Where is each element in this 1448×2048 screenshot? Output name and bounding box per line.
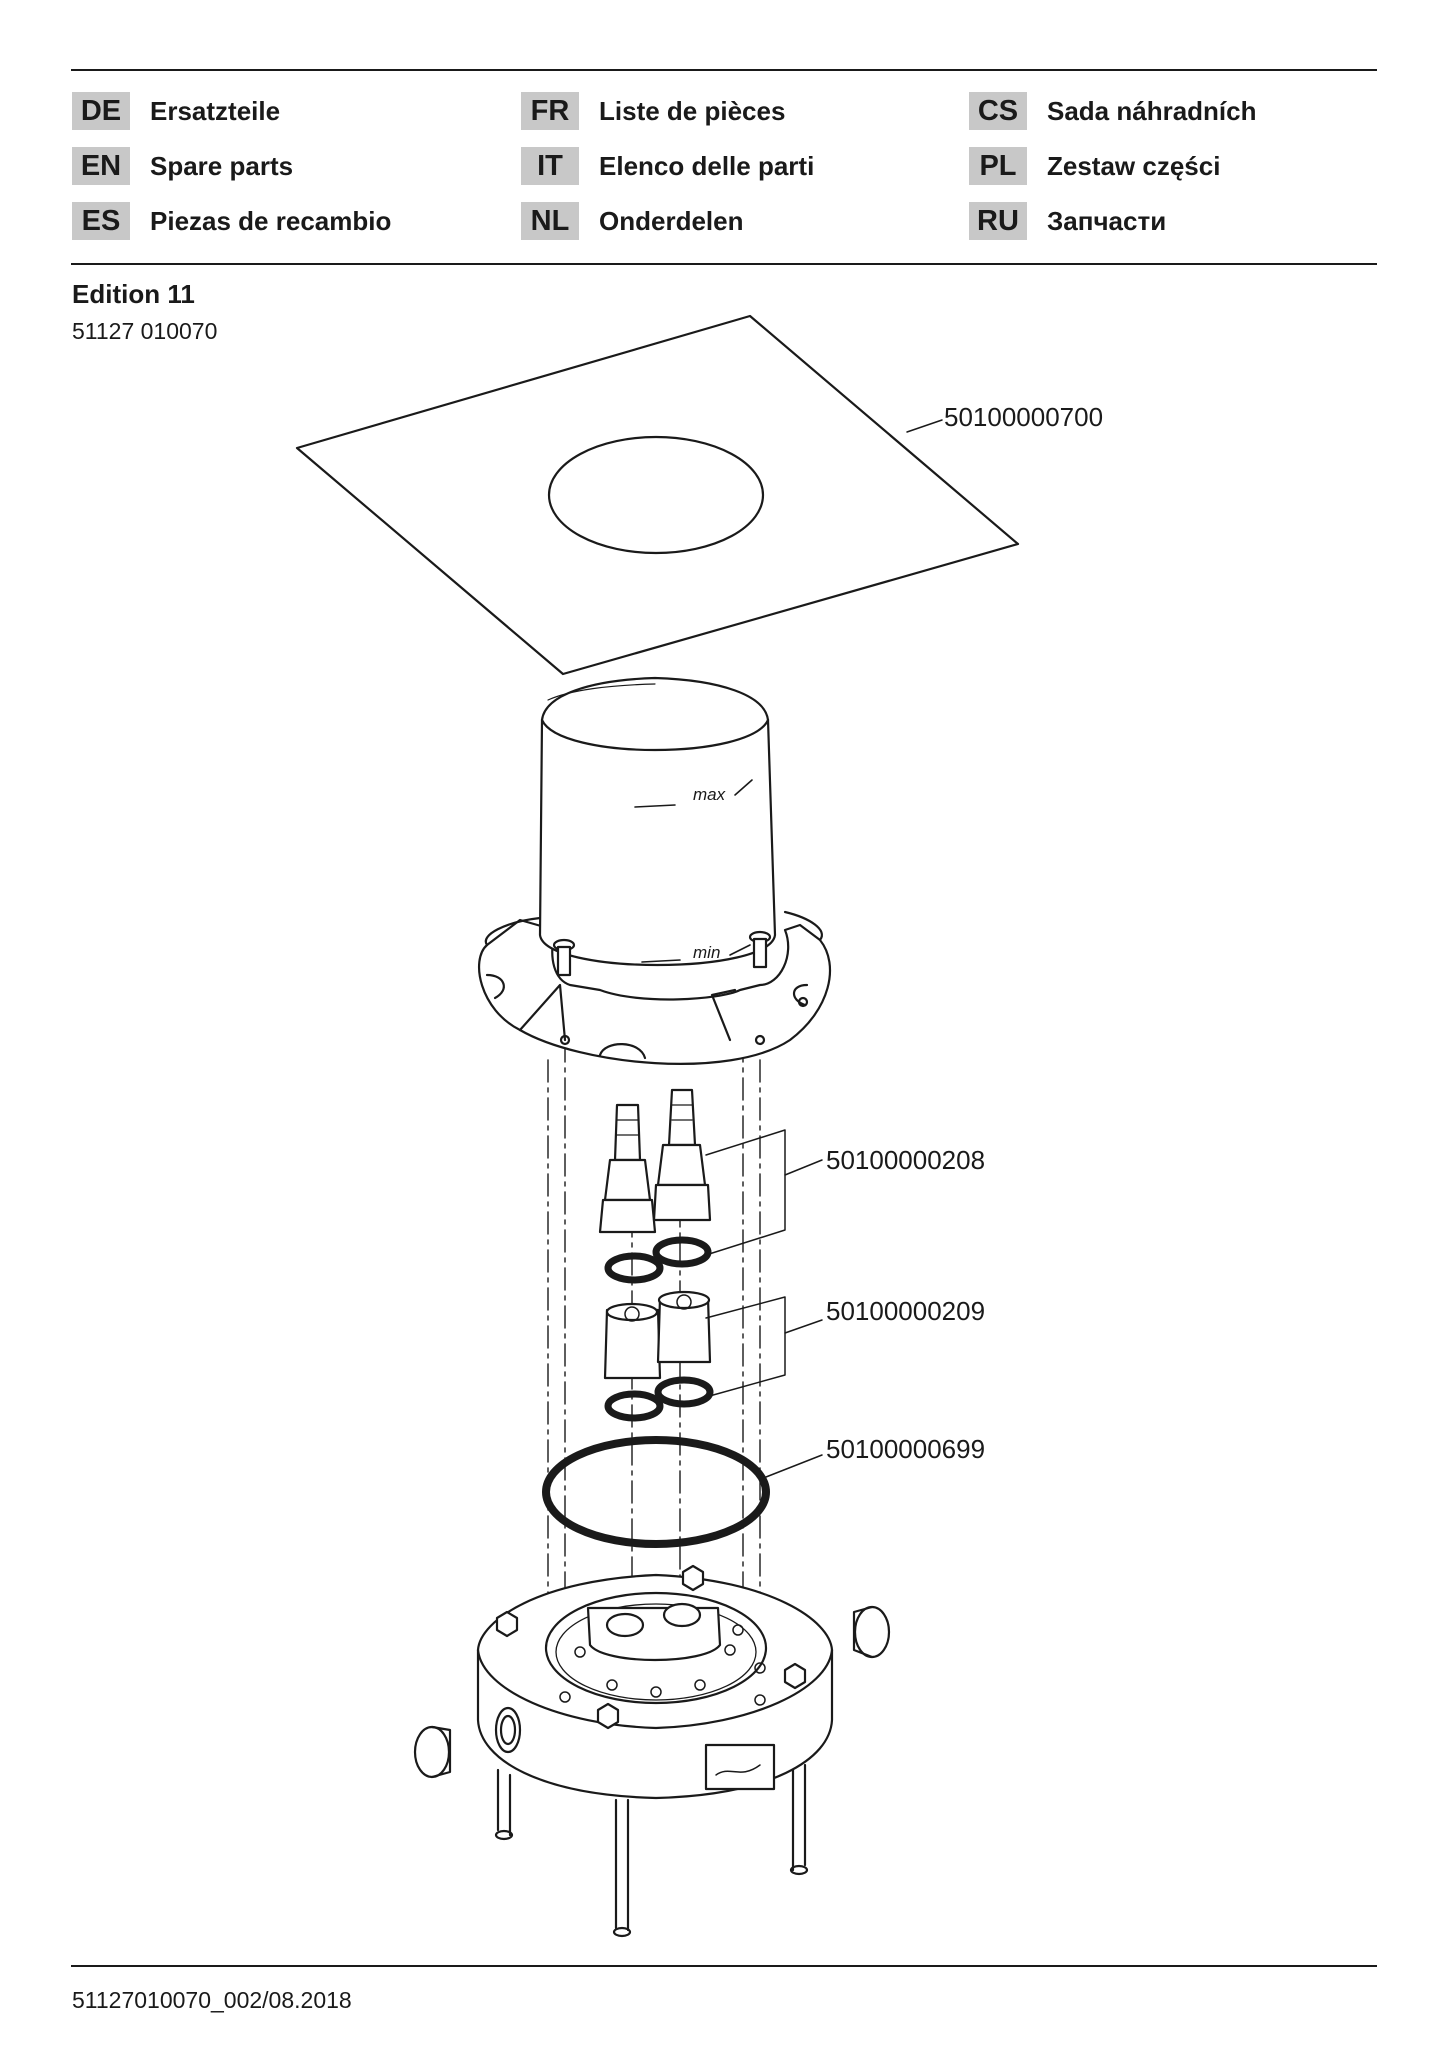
lang-label: Ersatzteile	[150, 95, 281, 126]
reservoir-housing	[479, 678, 830, 1064]
part-number-plugs: 50100000209	[826, 1296, 986, 1326]
part-number-hose-fittings: 50100000208	[826, 1145, 986, 1175]
lang-label: Elenco delle parti	[599, 150, 815, 181]
document-number: 51127 010070	[72, 318, 218, 344]
lang-code: NL	[521, 202, 579, 240]
lang-label: Piezas de recambio	[150, 205, 392, 236]
max-mark-label: max	[693, 785, 726, 804]
lang-label: Liste de pièces	[599, 95, 786, 126]
plug-pair	[605, 1292, 710, 1378]
lang-code: DE	[72, 92, 130, 130]
lang-code: RU	[969, 202, 1027, 240]
template-sheet	[297, 316, 1018, 674]
lang-label: Spare parts	[150, 150, 294, 181]
flange-screw	[554, 940, 574, 975]
lang-label: Запчасти	[1047, 205, 1167, 236]
edition-label: Edition 11	[72, 279, 195, 309]
o-ring-small	[608, 1380, 710, 1418]
part-number-o-ring: 50100000699	[826, 1434, 986, 1464]
lang-code: FR	[521, 92, 579, 130]
pump-base	[415, 1566, 889, 1936]
lang-label: Onderdelen	[599, 205, 744, 236]
part-number-template-sheet: 50100000700	[944, 402, 1104, 432]
hose-fitting-pair	[600, 1090, 710, 1232]
callout-leaders	[706, 1130, 822, 1477]
lang-code: CS	[969, 92, 1027, 130]
lang-code: EN	[72, 147, 130, 185]
o-ring-small	[608, 1240, 708, 1280]
lang-label: Sada náhradních	[1047, 95, 1257, 126]
lang-code: IT	[521, 147, 579, 185]
flange-screw	[750, 932, 770, 967]
lang-code: ES	[72, 202, 130, 240]
footer-document-code: 51127010070_002/08.2018	[72, 1987, 352, 2013]
min-mark-label: min	[693, 943, 721, 962]
lang-code: PL	[969, 147, 1027, 185]
lang-label: Zestaw części	[1047, 150, 1221, 181]
o-ring-large	[546, 1440, 766, 1544]
